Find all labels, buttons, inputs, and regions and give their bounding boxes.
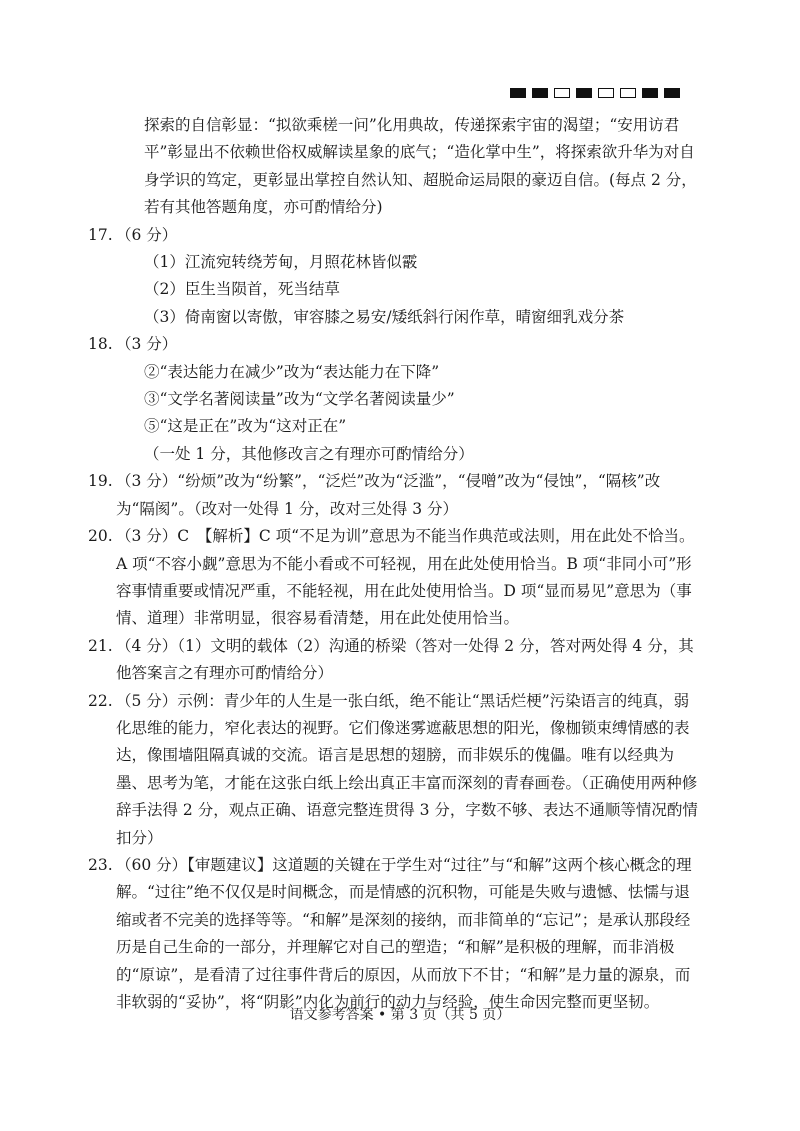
answer-line: （1）江流宛转绕芳甸，月照花林皆似霰: [144, 253, 418, 272]
question-number: 17.: [88, 225, 113, 244]
question-18: [88, 331, 698, 468]
question-score: （3 分）: [116, 335, 178, 354]
intro-paragraph: 探索的自信彰显：“拟欲乘槎一问”化用典故，传递探索宇宙的渴望；“安用访君平”彰显出不依赖世俗权威解读星象的底气；“造化掌中生”，将探索欲升华为对自身学识的笃定，更彰显出掌控自然认知、超脱命运局限的豪迈自信。(每点 2 分，若有其他答题角度，亦可酌情给分): [144, 116, 697, 217]
question-answer: （5 分）示例：青少年的人生是一张白纸，绝不能让“黑话烂梗”污染语言的纯真，弱化思维的能力，窄化表达的视野。它们像迷雾遮蔽思想的阳光，像枷锁束缚情感的表达，像围墙阻隔真诚的交流。语言是思想的翅膀，而非娱乐的傀儡。唯有以经典为墨、思考为笔，才能在这张白纸上绘出真正丰富而深刻的青春画卷。（正确使用两种修辞手法得 2 分，观点正确、语意完整连贯得 3 分，字数不够、表达不通顺等情况酌情扣分）: [116, 691, 698, 847]
question-answer: （3 分）C 【解析】C 项“不足为训”意思为不能当作典范或法则，用在此处不恰当。A 项“不容小觑”意思为不能小看或不可轻视，用在此处使用恰当。B 项“非同小可”形容事情重要或情况严重，不能轻视，用在此处使用恰当。D 项“显而易见”意思为（事情、道理）非常明显，很容易看清楚，用在此处使用恰当。: [116, 527, 695, 628]
header-mark: [620, 88, 636, 98]
question-score: （6 分）: [116, 225, 178, 244]
question-number: 18.: [88, 335, 113, 354]
answer-content: [88, 112, 698, 1016]
question-23: [88, 852, 698, 1016]
answer-line: ③“文学名著阅读量”改为“文学名著阅读量少”: [144, 390, 455, 409]
header-mark-strip: [510, 88, 680, 98]
question-22: [88, 688, 698, 852]
header-mark: [576, 88, 592, 98]
question-20: [88, 523, 698, 633]
question-number: 23.: [88, 855, 113, 874]
answer-line: ②“表达能力在减少”改为“表达能力在下降”: [144, 362, 440, 381]
question-number: 22.: [88, 691, 113, 710]
question-21: [88, 633, 698, 688]
header-mark: [554, 88, 570, 98]
question-answer: （4 分）（1）文明的载体（2）沟通的桥梁（答对一处得 2 分，答对两处得 4 分，其他答案言之有理亦可酌情给分）: [116, 636, 694, 683]
question-17: [88, 222, 698, 332]
question-answer: （60 分）【审题建议】这道题的关键在于学生对“过往”与“和解”这两个核心概念的理解。“过往”绝不仅仅是时间概念，而是情感的沉积物，可能是失败与遗憾、怯懦与退缩或者不完美的选择等等。“和解”是深刻的接纳，而非简单的“忘记”；是承认那段经历是自己生命的一部分，并理解它对自己的塑造；“和解”是积极的理解，而非消极的“原谅”，是看清了过往事件背后的原因，从而放下不甘；“和解”是力量的源泉，而非软弱的“妥协”，将“阴影”内化为前行的动力与经验，使生命因完整而更坚韧。: [116, 855, 692, 1011]
question-number: 19.: [88, 472, 113, 491]
header-mark: [532, 88, 548, 98]
question-answer: （3 分）“纷烦”改为“纷繁”，“泛烂”改为“泛滥”，“侵噌”改为“侵蚀”，“隔核”改为“隔阂”。（改对一处得 1 分，改对三处得 3 分）: [116, 472, 661, 518]
question-number: 20.: [88, 527, 113, 546]
answer-line: ⑤“这是正在”改为“这对正在”: [144, 417, 347, 436]
question-number: 21.: [88, 636, 113, 655]
header-mark: [510, 88, 526, 98]
header-mark: [642, 88, 658, 98]
answer-line: （3）倚南窗以寄傲，审容膝之易安/矮纸斜行闲作草，晴窗细乳戏分茶: [144, 307, 625, 326]
answer-line: （2）臣生当陨首，死当结草: [144, 280, 340, 299]
page-footer: 语文参考答案 • 第 3 页（共 5 页）: [289, 1007, 511, 1023]
question-19: [88, 468, 698, 523]
header-mark: [598, 88, 614, 98]
header-mark: [664, 88, 680, 98]
answer-line: （一处 1 分，其他修改言之有理亦可酌情给分）: [144, 444, 474, 463]
